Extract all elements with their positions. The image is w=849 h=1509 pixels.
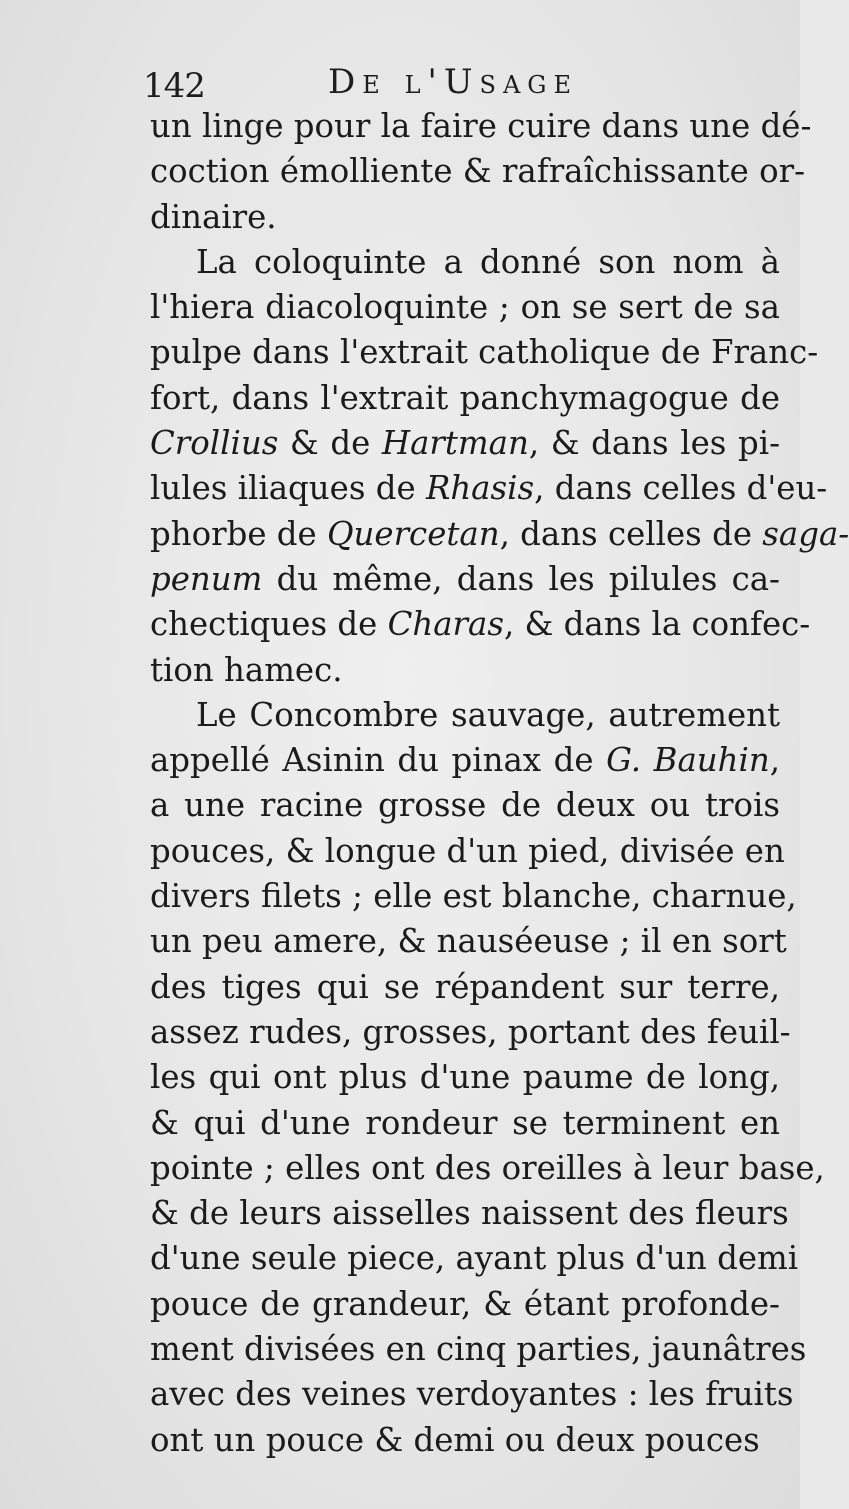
text-line <box>150 1282 780 1327</box>
text-run: ment divisées en cinq parties, jaunâtres <box>150 1330 807 1369</box>
text-run: divers filets ; elle est blanche, charnue, <box>150 877 797 916</box>
text-line <box>150 693 780 738</box>
text-run: lules iliaques de <box>150 469 426 508</box>
text-run: , <box>769 741 780 780</box>
text-line <box>150 1146 825 1191</box>
italic-name: Rhasis <box>425 469 535 508</box>
italic-name: Quercetan <box>326 514 500 553</box>
text-line <box>150 104 812 149</box>
text-run: avec des veines verdoyantes : les fruits <box>150 1375 794 1414</box>
italic-name: saga- <box>762 514 849 553</box>
text-line <box>150 1191 789 1236</box>
text-run: du même, dans les pilules ca- <box>262 559 780 598</box>
text-run: , & dans les pi- <box>528 424 781 463</box>
text-line <box>150 602 811 647</box>
text-run: pouces, & longue d'un pied, divisée en <box>150 831 785 870</box>
text-run: fort, dans l'extrait panchymagogue de <box>150 378 780 417</box>
text-line <box>150 376 780 421</box>
text-run: un linge pour la faire cuire dans une dé- <box>150 107 812 145</box>
text-run: un peu amere, & nauséeuse ; il en sort <box>150 922 787 961</box>
text-run: La coloquinte a donné son nom à <box>196 242 780 281</box>
text-line <box>150 1010 791 1055</box>
text-line <box>150 1055 780 1100</box>
text-run: , dans celles d'eu- <box>534 469 828 508</box>
text-line <box>150 783 780 828</box>
text-run: l'hiera diacoloquinte ; on se sert de sa <box>150 288 780 327</box>
italic-name: Charas <box>387 605 504 644</box>
text-line <box>150 1327 807 1372</box>
text-line <box>150 149 806 194</box>
text-line <box>150 1236 799 1281</box>
text-line <box>150 648 780 693</box>
text-run: chectiques de <box>150 605 388 644</box>
text-run: , & dans la confec- <box>503 605 811 644</box>
text-line <box>150 421 780 466</box>
text-run: pouce de grandeur, & étant profonde- <box>150 1284 780 1323</box>
text-line <box>150 965 780 1010</box>
text-line <box>150 512 849 557</box>
text-run: d'une seule piece, ayant plus d'un demi <box>150 1239 799 1278</box>
text-line <box>150 1101 780 1146</box>
text-run: tion hamec. <box>150 650 343 689</box>
italic-name: Hartman <box>381 424 529 463</box>
italic-name: penum <box>150 559 263 598</box>
text-run: coction émolliente & rafraîchissante or- <box>150 152 806 191</box>
text-run: les qui ont plus d'une paume de long, <box>150 1058 780 1097</box>
italic-name: Crollius <box>150 424 279 463</box>
text-run: & de leurs aisselles naissent des fleurs <box>150 1194 789 1233</box>
text-line <box>150 285 780 330</box>
text-line <box>150 829 785 874</box>
text-run: des tiges qui se répandent sur terre, <box>150 967 780 1006</box>
text-line <box>150 557 780 602</box>
text-line <box>150 330 819 375</box>
text-line <box>150 874 797 919</box>
text-run: dinaire. <box>150 197 277 236</box>
body-text <box>150 104 849 1463</box>
text-run: & de <box>278 424 382 463</box>
page-number: 142 <box>143 66 205 106</box>
text-run: a une racine grosse de deux ou trois <box>150 786 780 825</box>
text-line <box>150 1372 794 1417</box>
text-run: pulpe dans l'extrait catholique de Franc- <box>150 333 819 372</box>
text-run: pointe ; elles ont des oreilles à leur base, <box>150 1148 825 1187</box>
text-run: ont un pouce & demi ou deux pouces <box>150 1420 760 1459</box>
text-run: & qui d'une rondeur se terminent en <box>150 1103 780 1142</box>
text-run: Le Concombre sauvage, autrement <box>196 695 780 734</box>
text-run: phorbe de <box>150 514 327 553</box>
text-run: appellé Asinin du pinax de <box>150 741 607 780</box>
running-head: De l'Usage <box>328 62 578 102</box>
text-line <box>150 195 780 240</box>
italic-name: G. Bauhin <box>606 741 770 780</box>
text-line <box>150 919 787 964</box>
text-run: assez rudes, grosses, portant des feuil- <box>150 1012 791 1051</box>
text-line <box>150 738 780 783</box>
text-run: , dans celles de <box>499 514 763 553</box>
text-line <box>150 1418 780 1463</box>
text-line <box>150 466 828 511</box>
text-line <box>150 240 780 285</box>
